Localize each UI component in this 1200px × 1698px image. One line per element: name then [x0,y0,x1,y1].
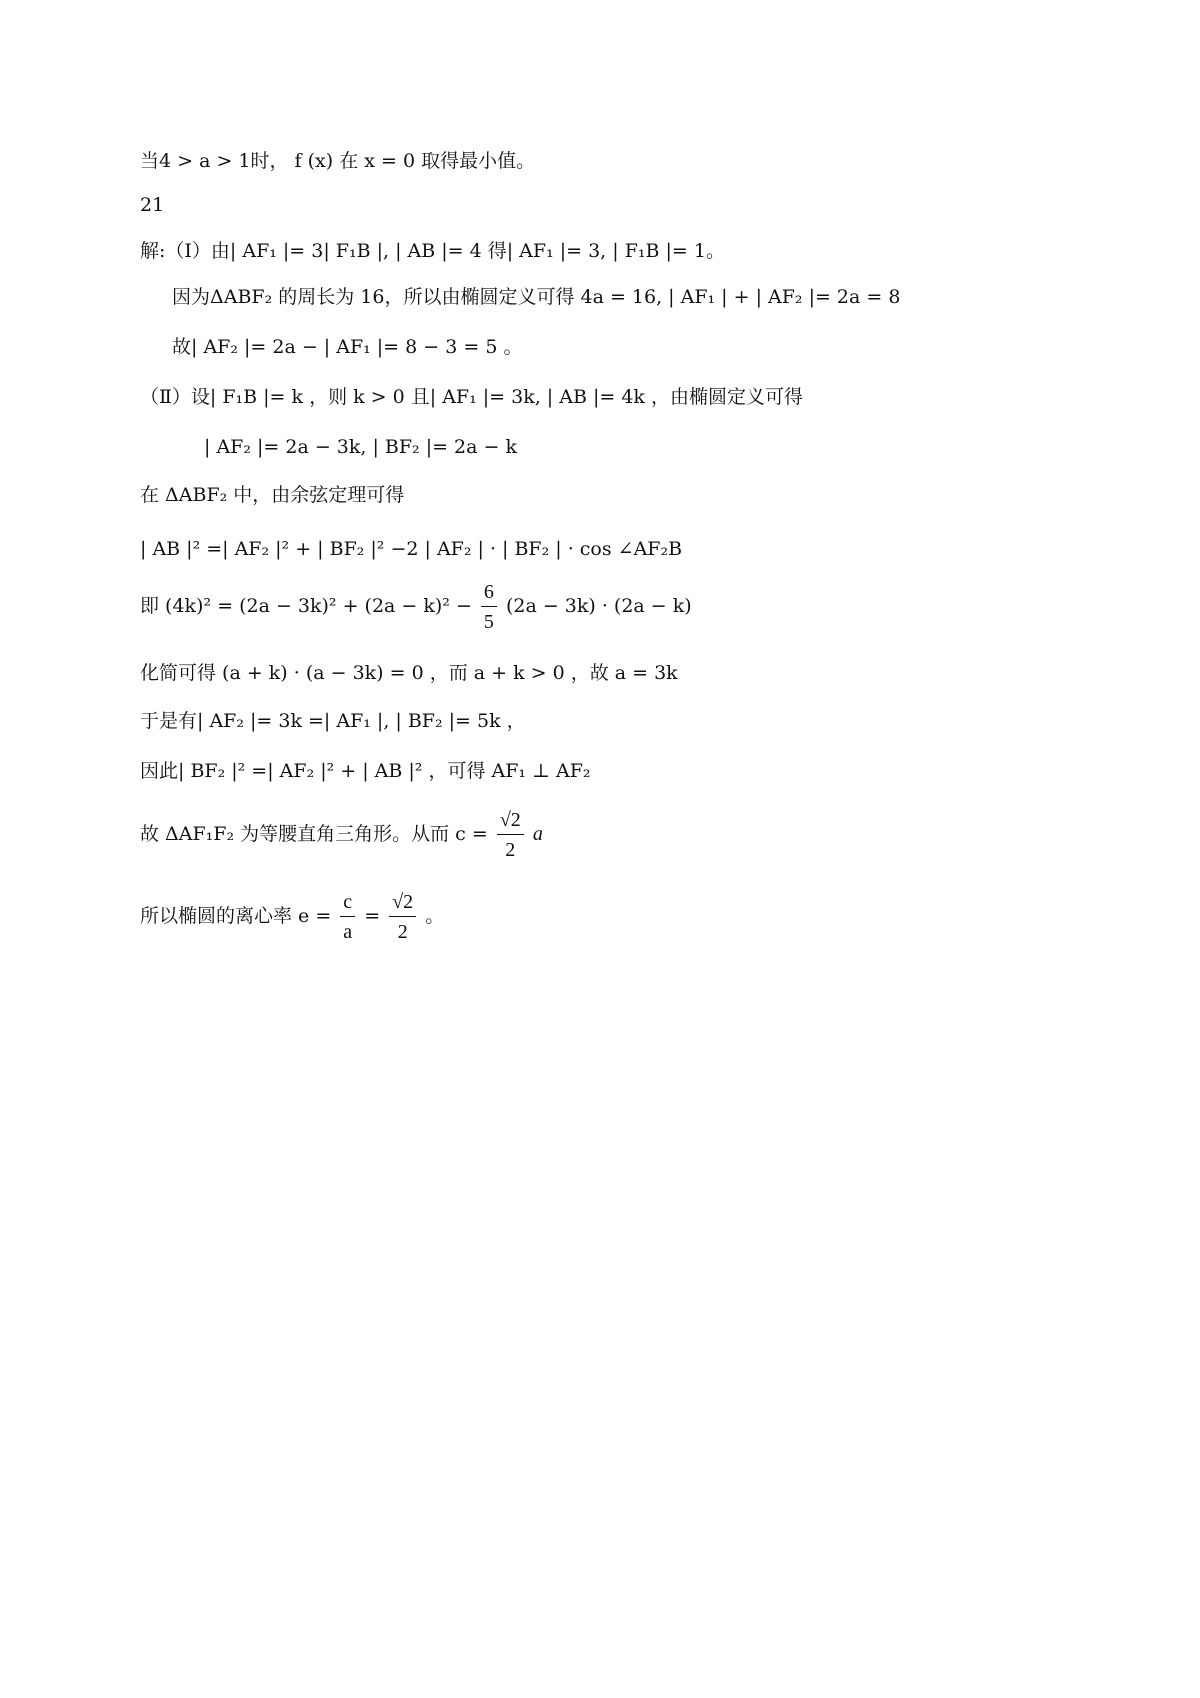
cosine-law-intro [140,482,404,508]
line-text: 因为ΔABF₂ 的周长为 16，所以由椭圆定义可得 4a = 16, | AF₁ | + | AF₂ |= 2a = 8 [172,286,901,308]
isosceles-right-triangle-line [140,808,543,862]
fraction-sqrt2-over-2 [389,890,416,944]
fraction-sqrt2-over-2 [497,808,524,862]
fraction-denominator: 2 [505,839,516,861]
line-text: 故| AF₂ |= 2a − | AF₁ |= 8 − 3 = 5 。 [172,336,523,358]
fraction-six-fifths [481,580,497,634]
line-text-before: 故 ΔAF₁F₂ 为等腰直角三角形。从而 c = [140,823,488,845]
perpendicular-line [140,758,591,784]
fraction-denominator: 5 [483,611,494,633]
fraction-denominator: a [343,921,353,943]
line-text-after: a [532,823,543,845]
simplification-line [140,660,678,686]
af2-bf2-expression [204,434,517,460]
line-text: 因此| BF₂ |² =| AF₂ |² + | AB |² ，可得 AF₁ ⊥ AF₂ [140,760,591,782]
fraction-numerator: √2 [497,808,524,835]
question-number [140,192,164,218]
text-line-min-value [140,148,535,174]
line-text: | AB |² =| AF₂ |² + | BF₂ |² −2 | AF₂ | · | BF₂ | · cos ∠AF₂B [140,538,683,560]
line-text: | AF₂ |= 2a − 3k, | BF₂ |= 2a − k [204,436,517,458]
fraction-denominator: 2 [397,921,408,943]
equation-right: (2a − 3k) · (2a − k) [505,595,692,617]
line-text-after: 。 [425,905,445,927]
fraction-c-over-a [340,890,355,944]
af2-equals-line [140,708,526,734]
solution-part-1-intro [140,238,725,264]
perimeter-line [172,284,900,310]
substituted-equation [140,580,692,634]
line-text-before: 所以椭圆的离心率 e = [140,905,332,927]
line-text: 当4 > a > 1时， f (x) 在 x = 0 取得最小值。 [140,150,536,172]
equation-left: 即 (4k)² = (2a − 3k)² + (2a − k)² − [140,595,472,617]
line-text: 化简可得 (a + k) · (a − 3k) = 0 ，而 a + k > 0 ，故 a = 3k [140,662,678,684]
line-text: 于是有| AF₂ |= 3k =| AF₁ |, | BF₂ |= 5k ， [140,710,526,732]
line-text: 解:（Ⅰ）由| AF₁ |= 3| F₁B |, | AB |= 4 得| AF₁ |= 3, | F₁B |= 1。 [140,240,725,262]
cosine-law-formula [140,536,682,562]
equals-sign: = [364,905,381,927]
fraction-numerator: √2 [389,890,416,917]
line-text: 21 [140,194,165,216]
af2-result-line [172,334,522,360]
fraction-numerator: 6 [481,580,497,607]
line-text: 在 ΔABF₂ 中，由余弦定理可得 [140,484,405,506]
eccentricity-line [140,890,444,944]
solution-part-2-intro [140,384,803,410]
fraction-numerator: c [340,890,355,917]
line-text: （Ⅱ）设| F₁B |= k ，则 k > 0 且| AF₁ |= 3k, | AB |= 4k ，由椭圆定义可得 [140,386,803,408]
